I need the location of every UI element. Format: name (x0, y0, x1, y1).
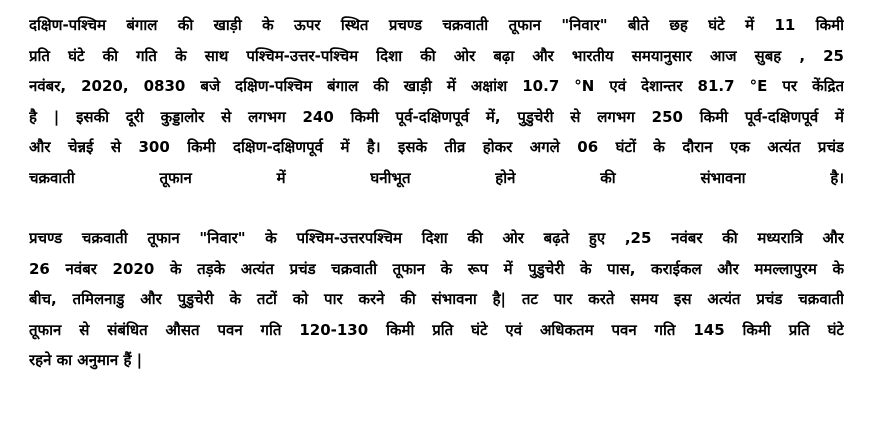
paragraph-gap (29, 193, 844, 223)
text-line: रहने का अनुमान हैं | (29, 351, 143, 369)
text-line: 26 नवंबर 2020 के तड़के अत्यंत प्रचंड चक्रवाती तूफान के रूप में पुडुचेरी के पास, कराईकल और ममल्लापुरम के (29, 259, 844, 278)
text-line: प्रति घंटे की गति के साथ पश्चिम-उत्तर-पश्चिम दिशा की ओर बढ़ा और भारतीय समयानुसार आज सुबह , 25 (29, 46, 844, 65)
text-line: तूफान से संबंधित औसत पवन गति 120-130 किमी प्रति घंटे एवं अधिकतम पवन गति 145 किमी प्रति घंटे (29, 320, 844, 339)
text-line: और चेन्नई से 300 किमी दक्षिण-दक्षिणपूर्व में है। इसके तीव्र होकर अगले 06 घंटों के दौरान एक अत्यंत प्रचंड (29, 138, 844, 156)
text-line: है | इसकी दूरी कुड्डालोर से लगभग 240 किमी पूर्व-दक्षिणपूर्व में, पुडुचेरी से लगभग 250 किमी पूर्व-दक्षिणपूर्व में (29, 107, 844, 126)
text-line: बीच, तमिलनाडु और पुडुचेरी के तटों को पार करने की संभावना है| तट पार करते समय इस अत्यंत प्रचंड चक्रवाती (29, 290, 844, 308)
paragraph-cyclone-position (29, 10, 844, 193)
text-line: प्रचण्ड चक्रवाती तूफान "निवार" के पश्चिम-उत्तरपश्चिम दिशा की ओर बढ़ते हुए ,25 नवंबर की मध्यरात्रि और (29, 229, 844, 247)
text-line: नवंबर, 2020, 0830 बजे दक्षिण-पश्चिम बंगाल की खाड़ी में अक्षांश 10.7 °N एवं देशान्तर 81.7 °E पर केंद्रित (29, 77, 844, 95)
paragraph-landfall-forecast (29, 223, 844, 376)
text-line: दक्षिण-पश्चिम बंगाल की खाड़ी के ऊपर स्थित प्रचण्ड चक्रवाती तूफान "निवार" बीते छह घंटे में 11 किमी (29, 16, 844, 34)
text-line: चक्रवाती तूफान में घनीभूत होने की संभावना है। (29, 168, 844, 187)
